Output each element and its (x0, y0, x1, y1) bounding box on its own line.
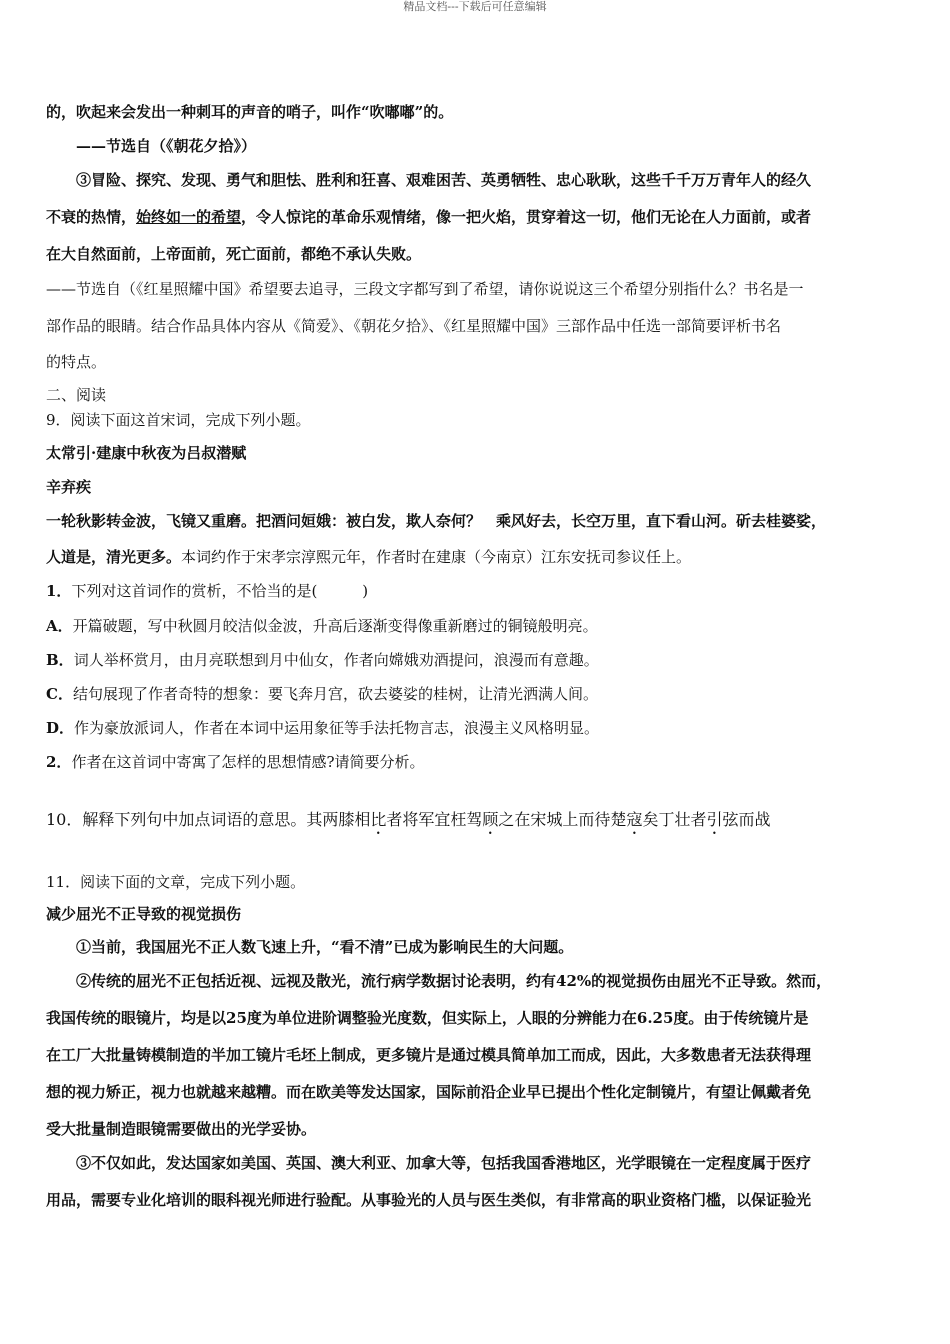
passage-line: 的，吹起来会发出一种刺耳的声音的哨子，叫作“吹嘟嘟”的。 (46, 103, 454, 121)
option-text: 开篇破题，写中秋圆月皎洁似金波，升高后逐渐变得像重新磨过的铜镜般明亮。 (72, 617, 598, 635)
option-label: B． (46, 651, 74, 669)
sub-question-2 (46, 752, 424, 772)
dotted-word: 寇 (626, 810, 643, 829)
poem-line: 一轮秋影转金波，飞镜又重磨。把酒问姮娥：被白发，欺人奈何？ 乘风好去，长空万里，直下看山河。斫去桂婆娑， (46, 512, 827, 530)
passage-line: ③冒险、探究、发现、勇气和胆怯、胜利和狂喜、艰难困苦、英勇牺牲、忠心耿耿，这些千千万万青年人的经久 (76, 171, 812, 189)
option-label: A． (46, 617, 73, 635)
passage-line: 在大自然面前，上帝面前，死亡面前，都绝不承认失败。 (46, 245, 422, 263)
sub-question-1 (46, 581, 368, 601)
question-number: 2． (46, 753, 72, 771)
article-line: 我国传统的眼镜片，均是以25度为单位进阶调整验光度数，但实际上，人眼的分辨能力在6.25度。由于传统镜片是 (46, 1009, 809, 1027)
dotted-word: 引 (706, 810, 723, 829)
section-title: 二、阅读 (46, 386, 107, 404)
article-title: 减少屈光不正导致的视觉损伤 (46, 905, 242, 923)
passage-text: ，令人惊诧的革命乐观情绪，像一把火焰，贯穿着这一切，他们无论在人力面前，或者 (241, 208, 812, 226)
poem-text: 人道是，清光更多。 (46, 548, 182, 566)
option-text: 作为豪放派词人，作者在本词中运用象征等手法托物言志，浪漫主义风格明显。 (74, 719, 600, 737)
poem-title: 太常引·建康中秋夜为吕叔潜赋 (46, 444, 247, 462)
dotted-word: 比 (370, 810, 387, 829)
option-c (46, 684, 598, 704)
article-paragraph: ①当前，我国屈光不正人数飞速上升，“看不清”已成为影响民生的大问题。 (76, 938, 574, 956)
passage-line (46, 207, 811, 227)
option-text: 词人举杯赏月，由月亮联想到月中仙女，作者向嫦娥劝酒提问，浪漫而有意趣。 (73, 651, 599, 669)
question-line: 部作品的眼睛。结合作品具体内容从《简爱》、《朝花夕拾》、《红星照耀中国》三部作品中任选一部简要评析书名 (46, 317, 782, 335)
article-line: 用品，需要专业化培训的眼科视光师进行验配。从事验光的人员与医生类似，有非常高的职业资格门槛，以保证验光 (46, 1191, 812, 1209)
page-header: 精品文档---下载后可任意编辑 (403, 0, 547, 13)
q10-text: 者将军宜枉驾 (386, 810, 483, 829)
citation-line: ——节选自（《朝花夕拾》） (76, 137, 257, 155)
question-number: 1． (46, 582, 72, 600)
article-paragraph: ③不仅如此，发达国家如美国、英国、澳大利亚、加拿大等，包括我国香港地区，光学眼镜在一定程度属于医疗 (76, 1154, 812, 1172)
question-9: 9．阅读下面这首宋词，完成下列小题。 (46, 411, 311, 429)
article-line: 在工厂大批量铸模制造的半加工镜片毛坯上制成，更多镜片是通过模具简单加工而成，因此，大多数患者无法获得理 (46, 1046, 812, 1064)
passage-text: 不衰的热情， (46, 208, 137, 226)
option-d (46, 718, 599, 738)
option-a (46, 616, 598, 636)
article-line: 想的视力矫正，视力也就越来越糟。而在欧美等发达国家，国际前沿企业早已提出个性化定制镜片，有望让佩戴者免 (46, 1083, 812, 1101)
question-text: 作者在这首词中寄寓了怎样的思想情感?请简要分析。 (71, 753, 425, 771)
poem-note: 本词约作于宋孝宗淳熙元年，作者时在建康（今南京）江东安抚司参议任上。 (181, 548, 692, 566)
q10-text: 之在宋城上而待楚 (498, 810, 627, 829)
question-line: 的特点。 (46, 353, 107, 371)
option-label: C． (46, 685, 73, 703)
poem-line (46, 547, 691, 567)
article-paragraph: ②传统的屈光不正包括近视、远视及散光，流行病学数据讨论表明，约有42%的视觉损伤由屈光不正导致。然而， (76, 972, 832, 990)
q10-text: 弦而战 (722, 810, 771, 829)
question-11: 11．阅读下面的文章，完成下列小题。 (46, 873, 306, 891)
question-10 (46, 810, 771, 838)
underlined-phrase: 始终如一的希望 (136, 208, 242, 226)
poem-author: 辛弃疾 (46, 478, 92, 496)
article-line: 受大批量制造眼镜需要做出的光学妥协。 (46, 1120, 317, 1138)
option-text: 结句展现了作者奇特的想象：要飞奔月宫，砍去婆娑的桂树，让清光洒满人间。 (72, 685, 598, 703)
option-b (46, 650, 599, 670)
q10-text: 10．解释下列句中加点词语的意思。其两膝相 (46, 810, 371, 829)
question-line: ——节选自（《红星照耀中国》希望要去追寻，三段文字都写到了希望，请你说说这三个希望分别指什么？书名是一 (46, 280, 804, 298)
q10-text: 矣丁壮者 (642, 810, 707, 829)
question-text: 下列对这首词作的赏析，不恰当的是( ) (71, 582, 369, 600)
dotted-word: 顾 (482, 810, 499, 829)
option-label: D． (46, 719, 75, 737)
